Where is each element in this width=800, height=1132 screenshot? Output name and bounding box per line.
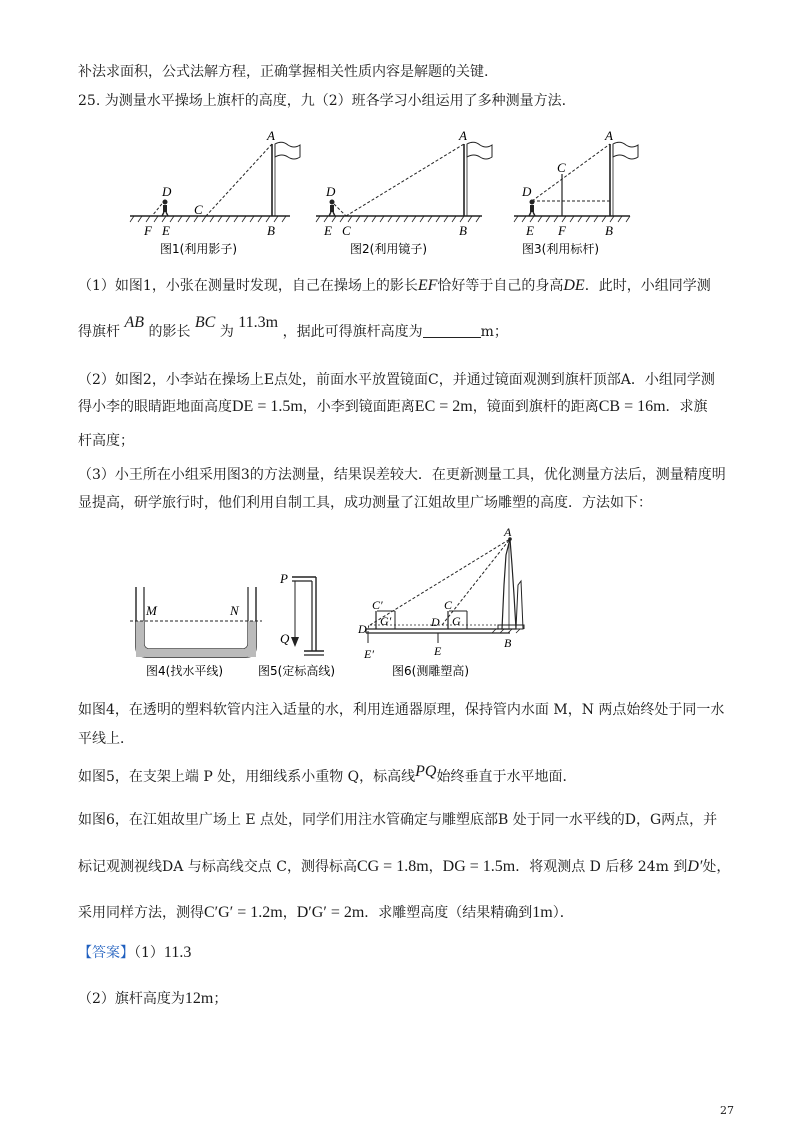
label-B: B — [459, 223, 467, 238]
text-span: ．将观测点 D 后移 24m 到 — [515, 859, 688, 875]
text-span: 采用同样方法，测得 — [78, 905, 204, 921]
label-C: C — [557, 160, 566, 175]
text-span: ； — [213, 991, 228, 1007]
label-A: A — [267, 128, 275, 143]
label-D: D — [522, 184, 532, 199]
figure-2-caption: 图2(利用镜子) — [350, 242, 427, 256]
answer-blank[interactable] — [423, 323, 481, 338]
answer-line-1 — [78, 943, 191, 963]
text-span: ．此时，小组同学测 — [584, 278, 711, 294]
math-DpGp-eq: D′G′ = 2m — [296, 904, 365, 921]
answer-2-value: 12m — [184, 990, 214, 1007]
answer-line-2 — [78, 989, 227, 1009]
text-span: （1） — [134, 945, 164, 961]
question-2-line-3 — [78, 431, 134, 451]
text-span: ，镜面到旗杆的距离 — [472, 399, 599, 415]
figure-6-text-3 — [78, 903, 574, 923]
text-span: 标记观测视线DA 与标高线交点 C，测得标高 — [78, 859, 357, 875]
label-C: C — [444, 598, 453, 612]
math-D-prime: D′ — [687, 858, 703, 875]
text-span: 显提高，研学旅行时，他们利用自制工具，成功测量了江姐故里广场雕塑的高度．方法如下： — [78, 495, 652, 511]
figures-1-3 — [120, 124, 640, 260]
math-BC: BC — [194, 314, 216, 331]
label-E-prime: E′ — [364, 647, 374, 661]
figure-3-caption: 图3(利用标杆) — [522, 242, 599, 256]
figure-2 — [316, 128, 492, 256]
answer-1-value: 11.3 — [163, 944, 192, 961]
label-C: C — [194, 202, 203, 217]
label-G-prime: G′ — [380, 614, 392, 628]
text-span: 处， — [702, 859, 731, 875]
label-B: B — [605, 223, 613, 238]
question-1-line-2 — [78, 314, 508, 342]
question-3-line-2 — [78, 493, 652, 513]
math-PQ: PQ — [415, 763, 437, 780]
text-span: 如图4，在透明的塑料软管内注入适量的水，利用连通器原理，保持管内水面 M，N 两点始终处于同一水 — [78, 702, 725, 718]
text-span: 为 — [219, 324, 234, 340]
figure-1 — [130, 128, 300, 256]
text-span: 得旗杆 — [78, 324, 120, 340]
label-D: D — [431, 615, 440, 629]
figure-3 — [514, 128, 638, 256]
label-Q: Q — [280, 631, 290, 646]
answer-tag: 【答案】 — [78, 945, 134, 961]
text-span: 恰好等于自己的身高 — [437, 278, 564, 294]
text-span: ，据此可得旗杆高度为 — [282, 324, 423, 340]
label-D: D — [162, 184, 172, 199]
label-A: A — [459, 128, 467, 143]
figure-4-text-2 — [78, 729, 134, 749]
math-DG-eq: DG = 1.5m — [442, 858, 516, 875]
label-C: C — [342, 223, 351, 238]
math-EF: EF — [417, 277, 438, 294]
question-1-line-1 — [78, 276, 711, 296]
figure-6-text-1 — [78, 810, 717, 830]
text-span: 的影长 — [148, 324, 191, 340]
text-span: 补法求面积，公式法解方程，正确掌握相关性质内容是解题的关键. — [78, 64, 489, 80]
text-span: 如图5，在支架上端 P 处，用细线系小重物 Q，标高线 — [78, 769, 416, 785]
label-D-prime: D′ — [358, 622, 370, 636]
page-number: 27 — [720, 1104, 734, 1117]
text-span: （1）如图1，小张在测量时发现，自己在操场上的影长 — [78, 278, 418, 294]
text-span: 25. 为测量水平操场上旗杆的高度，九（2）班各学习小组运用了多种测量方法. — [78, 93, 567, 109]
text-span: m； — [480, 324, 508, 340]
math-DE-eq: DE = 1.5m — [232, 398, 303, 415]
text-span: ．求雕塑高度（结果精确到 — [364, 905, 533, 921]
label-E: E — [434, 644, 442, 658]
figure-1-caption: 图1(利用影子) — [160, 242, 237, 256]
label-N: N — [230, 603, 239, 618]
text-span: ，小李到镜面距离 — [302, 399, 415, 415]
figure-5-text — [78, 763, 577, 787]
text-line — [78, 62, 488, 82]
label-F: F — [144, 223, 152, 238]
label-E: E — [162, 223, 170, 238]
math-1m: 1m — [532, 904, 553, 921]
math-CG-eq: CG = 1.8m — [356, 858, 429, 875]
text-span: （3）小王所在小组采用图3的方法测量，结果误差较大．在更新测量工具，优化测量方法后，测量精度明 — [78, 467, 726, 483]
label-P: P — [280, 571, 288, 586]
text-span: 始终垂直于水平地面． — [436, 769, 577, 785]
label-M: M — [146, 603, 157, 618]
label-E: E — [324, 223, 332, 238]
figure-5 — [258, 571, 335, 678]
text-span: 杆高度； — [78, 433, 134, 449]
text-span: ， — [428, 859, 443, 875]
text-span: ， — [282, 905, 297, 921]
text-span: 得小李的眼睛距地面高度 — [78, 399, 232, 415]
figures-4-6 — [120, 525, 540, 685]
label-G: G — [452, 614, 461, 628]
math-AB: AB — [124, 314, 144, 331]
text-span: （2）旗杆高度为 — [78, 991, 185, 1007]
figure-4 — [130, 587, 262, 678]
question-2-line-2 — [78, 397, 708, 417]
figure-6 — [357, 525, 524, 678]
question-2-line-1 — [78, 370, 715, 390]
label-A: A — [504, 525, 512, 539]
figure-6-text-2 — [78, 857, 730, 877]
math-DE: DE — [563, 277, 585, 294]
math-EC-eq: EC = 2m — [414, 398, 473, 415]
text-span: ．求旗 — [665, 399, 708, 415]
label-E: E — [526, 223, 534, 238]
figure-5-caption: 图5(定标高线) — [258, 664, 335, 678]
label-B: B — [504, 636, 512, 650]
text-span: （2）如图2，小李站在操场上E点处，前面水平放置镜面C，并通过镜面观测到旗杆顶部A．小组同学测 — [78, 372, 715, 388]
text-span: ）． — [552, 905, 574, 921]
figure-4-text-1 — [78, 700, 724, 720]
label-B: B — [267, 223, 275, 238]
text-span: 平线上． — [78, 731, 134, 747]
question-25-title — [78, 91, 566, 111]
math-bc-value: 11.3m — [238, 314, 279, 331]
label-F: F — [558, 223, 566, 238]
math-CB-eq: CB = 16m — [598, 398, 666, 415]
label-D: D — [326, 184, 336, 199]
text-span: 如图6，在江姐故里广场上 E 点处，同学们用注水管确定与雕塑底部B 处于同一水平线的D，G两点，并 — [78, 812, 718, 828]
label-A: A — [605, 128, 613, 143]
question-3-line-1 — [78, 465, 726, 485]
label-C-prime: C′ — [372, 598, 383, 612]
math-CpGp-eq: C′G′ = 1.2m — [204, 904, 283, 921]
figure-6-caption: 图6(测雕塑高) — [392, 664, 469, 678]
figure-4-caption: 图4(找水平线) — [146, 664, 223, 678]
